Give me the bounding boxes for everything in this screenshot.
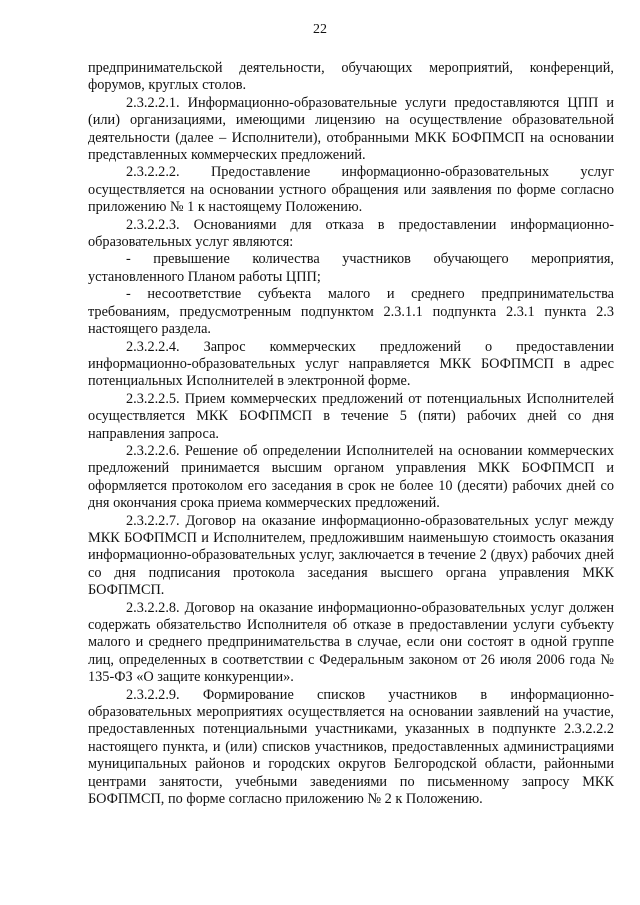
list-item-refusal-1: - превышение количества участников обучающего мероприятия, установленного Планом работы ЦПП;: [88, 251, 614, 285]
paragraph-2-3-2-2-4: 2.3.2.2.4. Запрос коммерческих предложений о предоставлении информационно-образовательных услуг направляется МКК БОФПМСП в адрес потенциальных Исполнителей в электронной форме.: [88, 338, 614, 390]
document-body: [88, 60, 614, 808]
page-number: 22: [313, 22, 327, 37]
paragraph-2-3-2-2-6: 2.3.2.2.6. Решение об определении Исполнителей на основании коммерческих предложений принимается высшим органом управления МКК БОФПМСП и оформляется протоколом его заседания в срок не более 10 (десяти) рабочих дней со дня окончания срока приема коммерческих предложений.: [88, 442, 614, 512]
list-item-refusal-2: - несоответствие субъекта малого и среднего предпринимательства требованиям, предусмотренным подпунктом 2.3.1.1 подпункта 2.3.1 пункта 2.3 настоящего раздела.: [88, 286, 614, 338]
paragraph-2-3-2-2-5: 2.3.2.2.5. Прием коммерческих предложений от потенциальных Исполнителей осуществляется МКК БОФПМСП в течение 5 (пяти) рабочих дней со дня направления запроса.: [88, 390, 614, 442]
paragraph-2-3-2-2-3: 2.3.2.2.3. Основаниями для отказа в предоставлении информационно-образовательных услуг являются:: [88, 216, 614, 251]
paragraph-2-3-2-2-2: 2.3.2.2.2. Предоставление информационно-образовательных услуг осуществляется на основании устного обращения или заявления по форме согласно приложению № 1 к настоящему Положению.: [88, 164, 614, 216]
paragraph-2-3-2-2-1: 2.3.2.2.1. Информационно-образовательные услуги предоставляются ЦПП и (или) организациями, имеющими лицензию на осуществление образовательной деятельности (далее – Исполнители), отобранными МКК БОФПМСП на основании представленных коммерческих предложений.: [88, 94, 614, 164]
paragraph-2-3-2-2-8: 2.3.2.2.8. Договор на оказание информационно-образовательных услуг должен содержать обязательство Исполнителя об отказе в предоставлении услуги субъекту малого и среднего предпринимательства в случае, если они состоят в одной группе лиц, определенных в соответствии с Федеральным законом от 26 июля 2006 года № 135-ФЗ «О защите конкуренции».: [88, 599, 614, 686]
paragraph-continuation: предпринимательской деятельности, обучающих мероприятий, конференций, форумов, круглых столов.: [88, 60, 614, 94]
paragraph-2-3-2-2-7: 2.3.2.2.7. Договор на оказание информационно-образовательных услуг между МКК БОФПМСП и Исполнителем, предложившим наименьшую стоимость оказания информационно-образовательных услуг, заключается в течение 2 (двух) рабочих дней со дня подписания протокола заседания высшего органа управления МКК БОФПМСП.: [88, 512, 614, 599]
paragraph-2-3-2-2-9: 2.3.2.2.9. Формирование списков участников в информационно-образовательных мероприятиях осуществляется на основании заявлений на участие, предоставленных потенциальными участниками, указанных в подпункте 2.3.2.2.2 настоящего пункта, и (или) списков участников, предоставленных администрациями муниципальных районов и городских округов Белгородской области, районными центрами занятости, учебными заведениями по письменному запросу МКК БОФПМСП, по форме согласно приложению № 2 к Положению.: [88, 686, 614, 808]
